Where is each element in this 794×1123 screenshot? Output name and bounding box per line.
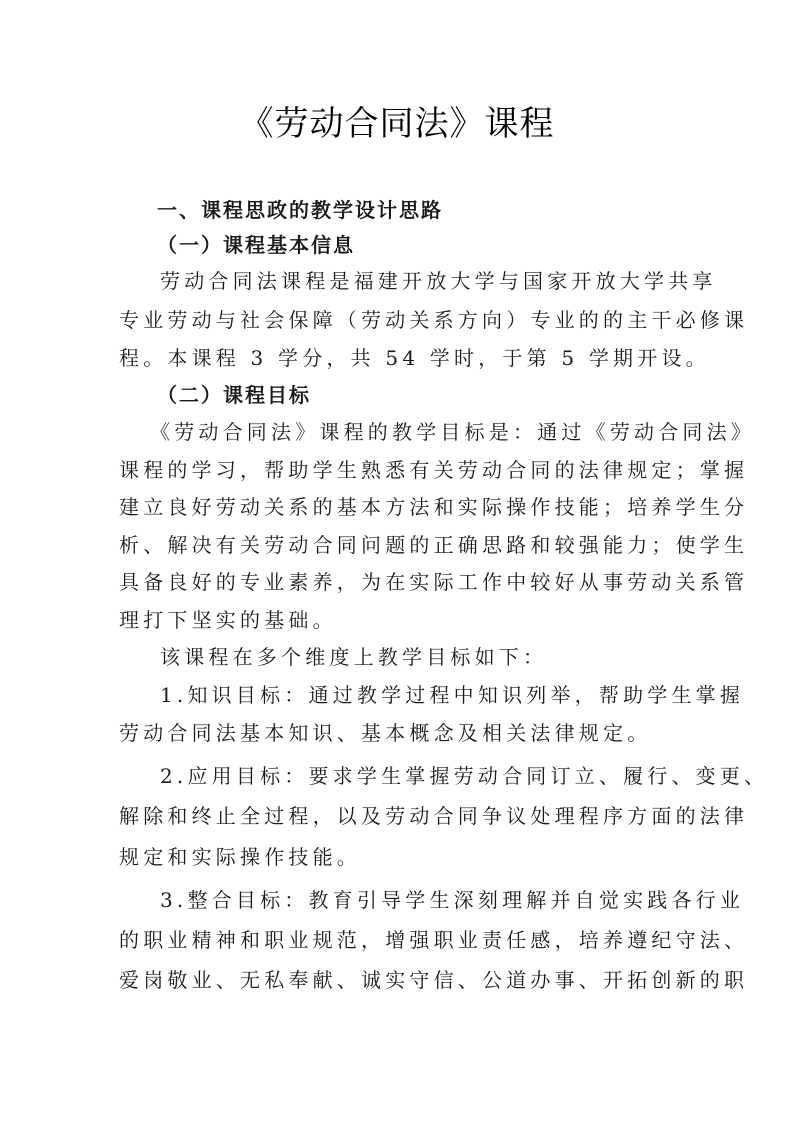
- paragraph-line: 劳动合同法课程是福建开放大学与国家开放大学共享: [160, 269, 717, 293]
- paragraph-line: 该课程在多个维度上教学目标如下：: [160, 645, 548, 669]
- goal-3-line: 3.整合目标：教育引导学生深刻理解并自觉实践各行业: [160, 888, 745, 912]
- paragraph-line: 课程的学习，帮助学生熟悉有关劳动合同的法律规定；掌握: [119, 458, 749, 482]
- paragraph-line: 建立良好劳动关系的基本方法和实际操作技能；培养学生分: [119, 495, 749, 519]
- paragraph-line: 具备良好的专业素养，为在实际工作中较好从事劳动关系管: [119, 570, 749, 594]
- goal-1-line: 劳动合同法基本知识、基本概念及相关法律规定。: [119, 721, 652, 745]
- subsection-heading-basic-info: （一）课程基本信息: [157, 233, 355, 257]
- subsection-heading-goals: （二）课程目标: [157, 383, 311, 407]
- paragraph-line: 析、解决有关劳动合同问题的正确思路和较强能力；使学生: [119, 533, 749, 557]
- goal-2-line: 规定和实际操作技能。: [119, 845, 361, 869]
- goal-2-line: 2.应用目标：要求学生掌握劳动合同订立、履行、变更、: [160, 764, 769, 788]
- paragraph-line: 专业劳动与社会保障（劳动关系方向）专业的的主干必修课: [119, 308, 749, 332]
- document-title: 《劳动合同法》课程: [239, 104, 555, 144]
- goal-3-line: 爱岗敬业、无私奉献、诚实守信、公道办事、开拓创新的职: [119, 968, 749, 992]
- goal-1-line: 1.知识目标：通过教学过程中知识列举，帮助学生掌握: [160, 683, 745, 707]
- paragraph-line: 《劳动合同法》课程的教学目标是：通过《劳动合同法》: [150, 420, 755, 444]
- section-heading-1: 一、课程思政的教学设计思路: [157, 198, 443, 222]
- goal-3-line: 的职业精神和职业规范，增强职业责任感，培养遵纪守法、: [119, 928, 749, 952]
- paragraph-line: 程。本课程 3 学分，共 54 学时，于第 5 学期开设。: [119, 346, 710, 370]
- paragraph-line: 理打下坚实的基础。: [119, 608, 337, 632]
- goal-2-line: 解除和终止全过程，以及劳动合同争议处理程序方面的法律: [119, 804, 749, 828]
